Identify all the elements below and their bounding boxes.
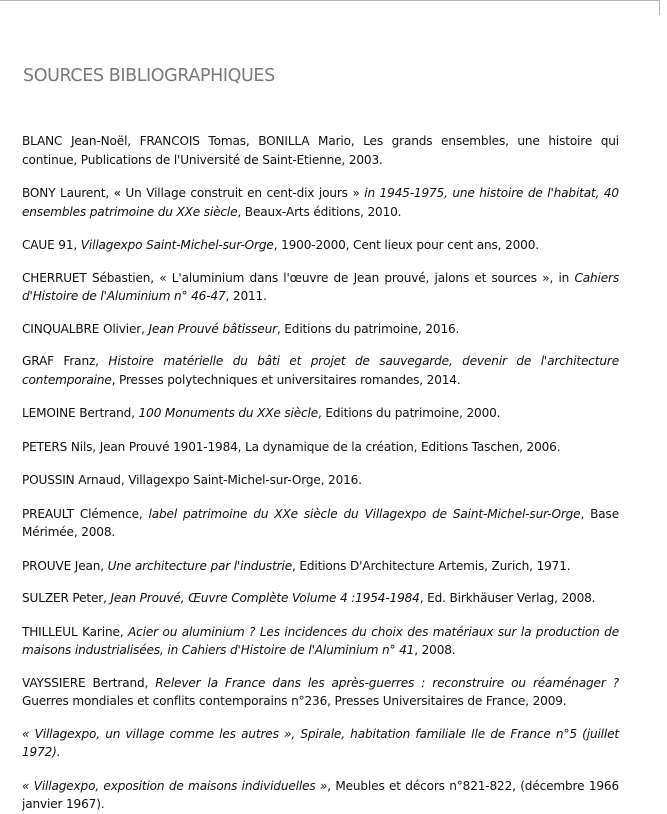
entry-text: , 2011. <box>225 289 267 303</box>
bibliography-entry <box>22 674 619 711</box>
entry-text: , Editions D'Architecture Artemis, Zurich, 1971. <box>291 558 571 573</box>
entry-italic-text: Relever la France dans les après-guerres : reconstruire ou réaménager ? <box>155 675 619 690</box>
page-top-edge <box>0 0 660 1</box>
entry-text: , Editions du patrimoine, 2000. <box>318 406 501 420</box>
entry-text: SULZER Peter, <box>22 591 111 605</box>
entry-text: , Editions du patrimoine, 2016. <box>276 321 460 336</box>
bibliography-entry <box>22 132 619 169</box>
entry-text: Guerres mondiales et conflits contemporains n°236, Presses Universitaires de France, 2009. <box>22 694 567 708</box>
bibliography-entry <box>22 269 619 306</box>
entry-italic-text: Histoire matérielle du bâti et projet de sauvegarde, devenir de l'architecture contemporaine <box>22 354 620 387</box>
bibliography-list <box>22 132 619 814</box>
entry-italic-text: Jean Prouvé bâtisseur <box>148 321 277 336</box>
entry-text: LEMOINE Bertrand, <box>22 406 139 420</box>
entry-text: , 2008. <box>414 643 456 657</box>
entry-italic-text: Une architecture par l'industrie <box>107 558 292 573</box>
entry-text: , 1900-2000, Cent lieux pour cent ans, 2000. <box>273 238 539 252</box>
entry-italic-text: Cahiers d'Histoire de l'Aluminium n° 46-47 <box>22 270 619 303</box>
entry-text: , Meubles et décors n°821-822, (décembre 1966 janvier 1967). <box>22 778 619 811</box>
bibliography-entry <box>22 505 619 542</box>
bibliography-entry <box>22 236 619 255</box>
entry-italic-text: Jean Prouvé, Œuvre Complète Volume 4 :1954-1984 <box>110 591 420 605</box>
entry-text: , Beaux-Arts éditions, 2010. <box>237 204 402 219</box>
entry-italic-text: , in Cahiers d'Histoire de l'Aluminium n° 41 <box>159 643 415 657</box>
bibliography-entry <box>22 352 619 389</box>
entry-text: GRAF Franz, <box>22 354 109 368</box>
entry-italic-text: « Villagexpo, exposition de maisons individuelles » <box>22 778 328 793</box>
bibliography-entry <box>22 589 619 608</box>
bibliography-entry <box>22 557 619 576</box>
entry-text: PREAULT Clémence, <box>22 506 149 521</box>
entry-italic-text: in 1945-1975, une histoire de l'habitat, 40 ensembles patrimoine du XXe siècle <box>22 186 619 219</box>
entry-text: BONY Laurent, « Un Village construit en cent-dix jours » <box>22 186 365 200</box>
entry-text: POUSSIN Arnaud, Villagexpo Saint-Michel-sur-Orge, 2016. <box>22 473 362 487</box>
entry-italic-text: « Villagexpo, un village comme les autres », Spirale, habitation familiale Ile de France n°5 (juillet 1972). <box>22 726 619 759</box>
entry-italic-text: Villagexpo Saint-Michel-sur-Orge <box>80 238 274 252</box>
entry-text: CHERRUET Sébastien, « L'aluminium dans l'œuvre de Jean prouvé, jalons et sources », in <box>22 270 575 285</box>
bibliography-entry <box>22 184 619 221</box>
entry-italic-text: label patrimoine du XXe siècle du Villagexpo de Saint-Michel-sur-Orge <box>148 506 581 521</box>
bibliography-entry <box>22 623 619 660</box>
entry-text: PETERS Nils, Jean Prouvé 1901-1984, La dynamique de la création, Editions Taschen, 2006. <box>22 439 561 454</box>
page-title: SOURCES BIBLIOGRAPHIQUES <box>23 66 275 86</box>
entry-text: BLANC Jean-Noël, FRANCOIS Tomas, BONILLA Mario, Les grands ensembles, une histoire qui continue, Publications de l'Université de Saint-Etienne, 2003. <box>22 134 619 167</box>
bibliography-entry <box>22 777 619 814</box>
entry-text: PROUVE Jean, <box>22 558 108 573</box>
entry-text: THILLEUL Karine, <box>22 624 128 639</box>
bibliography-entry <box>22 320 619 339</box>
entry-text: , Ed. Birkhäuser Verlag, 2008. <box>419 591 596 605</box>
entry-text: CAUE 91, <box>22 238 81 252</box>
entry-italic-text: 100 Monuments du XXe siècle <box>138 406 319 420</box>
entry-text: , Base Mérimée, 2008. <box>22 506 619 539</box>
bibliography-entry <box>22 404 619 423</box>
page-right-edge <box>659 0 660 15</box>
entry-text: VAYSSIERE Bertrand, <box>22 675 156 690</box>
bibliography-entry <box>22 725 619 762</box>
entry-text: , Presses polytechniques et universitaires romandes, 2014. <box>111 372 461 387</box>
bibliography-entry <box>22 438 619 457</box>
entry-text: CINQUALBRE Olivier, <box>22 321 149 336</box>
entry-italic-text: Acier ou aluminium ? Les incidences du choix des matériaux sur la production de maisons industrialisées <box>22 624 619 657</box>
bibliography-entry <box>22 471 619 490</box>
